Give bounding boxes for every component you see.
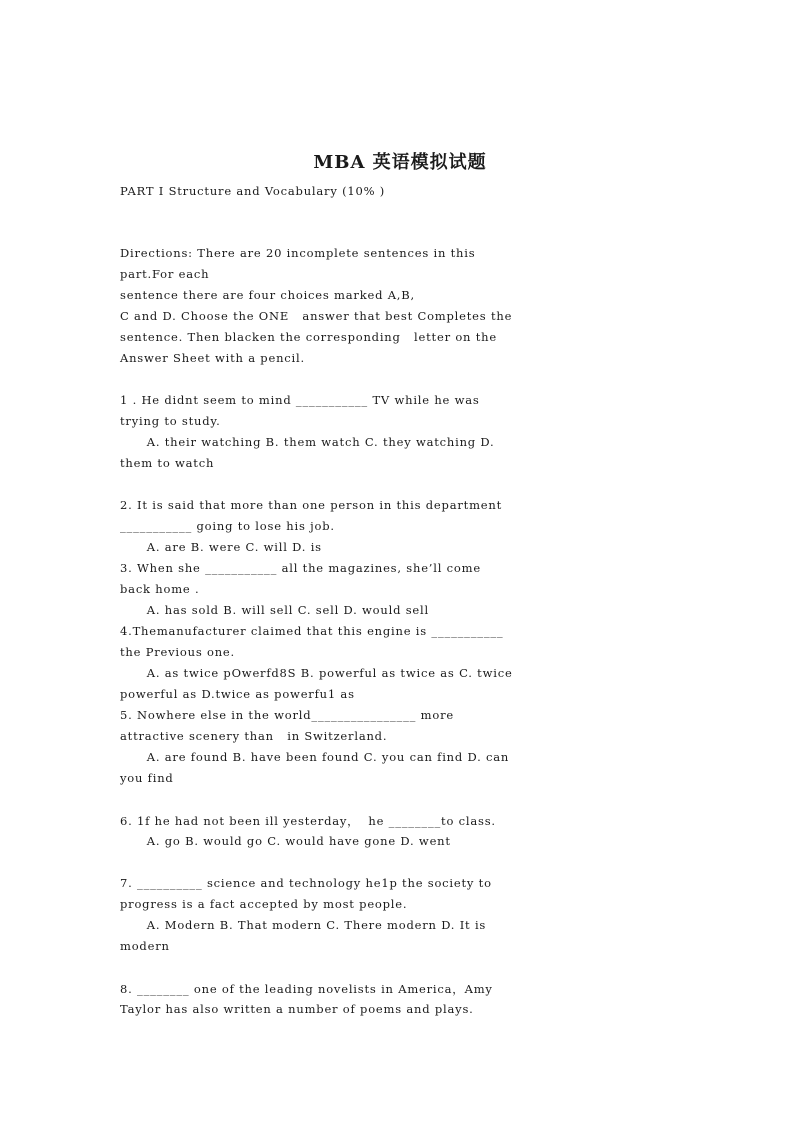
question-options: them to watch bbox=[120, 456, 215, 470]
part-heading: PART I Structure and Vocabulary (10% ) bbox=[120, 184, 386, 198]
question-options: A. Modern B. That modern C. There modern D. It is bbox=[120, 918, 487, 932]
question-text: trying to study. bbox=[120, 414, 221, 428]
question-options: powerful as D.twice as powerfu1 as bbox=[120, 687, 355, 701]
question-options: modern bbox=[120, 939, 170, 953]
question-text: ___________ going to lose his job. bbox=[120, 519, 335, 533]
question-text: Taylor has also written a number of poems and plays. bbox=[120, 1002, 474, 1016]
question-options: A. are found B. have been found C. you can find D. can bbox=[120, 750, 510, 764]
question-text: 6. 1f he had not been ill yesterday， he ________to class. bbox=[120, 814, 496, 828]
question-text: the Previous one. bbox=[120, 645, 235, 659]
question-text: 7. __________ science and technology he1p the society to bbox=[120, 876, 492, 890]
question-text: 3. When she ___________ all the magazines, she’ll come bbox=[120, 561, 481, 575]
question-text: 5. Nowhere else in the world________________ more bbox=[120, 708, 454, 722]
directions-line: C and D. Choose the ONE answer that best Completes the bbox=[120, 309, 513, 323]
question-text: 8. ________ one of the leading novelists in America，Amy bbox=[120, 982, 493, 996]
document-title: MBA 英语模拟试题 bbox=[313, 152, 487, 173]
directions-line: Directions: There are 20 incomplete sentences in this bbox=[120, 246, 476, 260]
question-options: A. as twice pOwerfd8S B. powerful as twice as C. twice bbox=[120, 666, 513, 680]
question-text: attractive scenery than in Switzerland. bbox=[120, 729, 388, 743]
question-options: A. their watching B. them watch C. they watching D. bbox=[120, 435, 495, 449]
question-options: A. go B. would go C. would have gone D. went bbox=[120, 834, 451, 848]
directions-line: part.For each bbox=[120, 267, 210, 281]
question-options: A. are B. were C. will D. is bbox=[120, 540, 322, 554]
directions-line: Answer Sheet with a pencil. bbox=[120, 351, 305, 365]
question-text: 1 . He didnt seem to mind ___________ TV while he was bbox=[120, 393, 480, 407]
question-options: A. has sold B. will sell C. sell D. would sell bbox=[120, 603, 429, 617]
question-text: back home . bbox=[120, 582, 200, 596]
directions-line: sentence there are four choices marked A,B, bbox=[120, 288, 415, 302]
question-text: progress is a fact accepted by most people. bbox=[120, 897, 408, 911]
question-options: you find bbox=[120, 771, 174, 785]
directions-line: sentence. Then blacken the corresponding letter on the bbox=[120, 330, 497, 344]
question-text: 2. It is said that more than one person in this department bbox=[120, 498, 503, 512]
question-text: 4.Themanufacturer claimed that this engine is ___________ bbox=[120, 624, 504, 638]
